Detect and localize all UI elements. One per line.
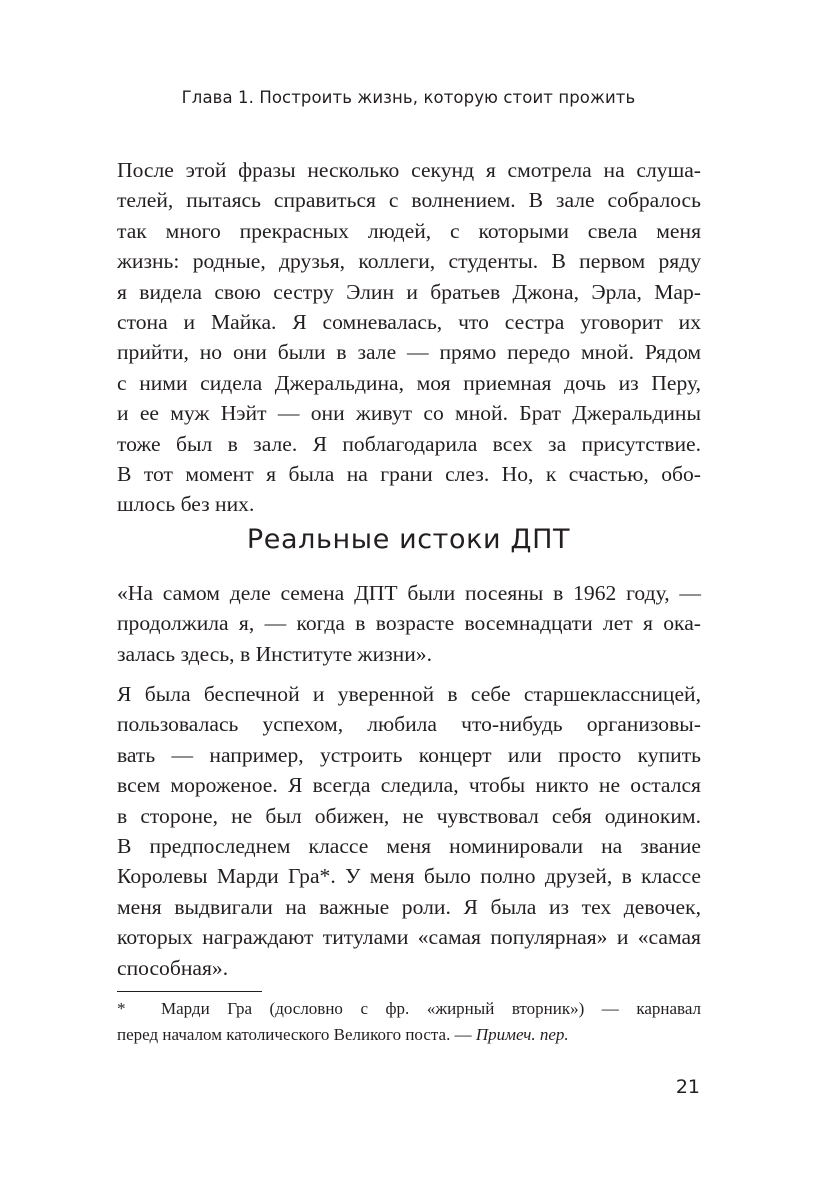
text-line: «На самом деле семена ДПТ были посеяны в 1962 году, — bbox=[117, 581, 701, 605]
text-line: шлось без них. bbox=[117, 492, 255, 517]
footnote bbox=[117, 996, 701, 1048]
footnote-divider bbox=[117, 991, 262, 992]
text-line: способная». bbox=[117, 955, 229, 980]
text-line: так много прекрасных людей, с которыми свела меня bbox=[117, 218, 701, 243]
text-line: жизнь: родные, друзья, коллеги, студенты. В первом ряду bbox=[117, 249, 701, 274]
text-line: и ее муж Нэйт — они живут со мной. Брат Джеральдины bbox=[117, 401, 701, 426]
text-line: продолжила я, — когда в возрасте восемнадцати лет я ока- bbox=[117, 611, 701, 636]
text-line: пользовалась успехом, любила что-нибудь организовы- bbox=[117, 712, 701, 737]
text-line: в стороне, не был обижен, не чувствовал себя одиноким. bbox=[117, 803, 701, 828]
text-line: меня выдвигали на важные роли. Я была из тех девочек, bbox=[117, 894, 701, 919]
text-line: я видела свою сестру Элин и братьев Джона, Эрла, Мар- bbox=[117, 279, 701, 304]
footnote-mark: * bbox=[117, 999, 126, 1018]
text-line: В предпоследнем классе меня номинировали на звание bbox=[117, 833, 701, 858]
text-line: После этой фразы несколько секунд я смотрела на слуша- bbox=[117, 158, 701, 182]
paragraph-2 bbox=[117, 578, 701, 669]
text-line: с ними сидела Джеральдина, моя приемная дочь из Перу, bbox=[117, 370, 701, 395]
text-line: Я была беспечной и уверенной в себе старшеклассницей, bbox=[117, 682, 701, 706]
section-heading: Реальные истоки ДПТ bbox=[246, 524, 571, 555]
footnote-line bbox=[117, 996, 701, 1022]
footnote-line bbox=[117, 1022, 701, 1048]
running-head: Глава 1. Построить жизнь, которую стоит прожить bbox=[181, 88, 636, 107]
page-number: 21 bbox=[675, 1076, 700, 1098]
text-line: прийти, но они были в зале — прямо передо мной. Рядом bbox=[117, 340, 701, 365]
paragraph-1 bbox=[117, 155, 701, 520]
text-line: всем мороженое. Я всегда следила, чтобы никто не остался bbox=[117, 773, 701, 798]
text-line: В тот момент я была на грани слез. Но, к счастью, обо- bbox=[117, 461, 701, 486]
text-line: тоже был в зале. Я поблагодарила всех за присутствие. bbox=[117, 431, 701, 456]
text-line: телей, пытаясь справиться с волнением. В зале собралось bbox=[117, 188, 701, 213]
text-line: Королевы Марди Гра*. У меня было полно друзей, в классе bbox=[117, 864, 701, 889]
footnote-text: перед началом католического Великого поста. — bbox=[117, 1025, 472, 1044]
text-line: стона и Майка. Я сомневалась, что сестра уговорит их bbox=[117, 309, 701, 334]
paragraph-3 bbox=[117, 679, 701, 983]
text-line: залась здесь, в Институте жизни». bbox=[117, 641, 432, 666]
text-line: вать — например, устроить концерт или просто купить bbox=[117, 742, 701, 767]
footnote-text: Марди Гра (дословно с фр. «жирный вторник») — карнавал bbox=[161, 999, 701, 1018]
text-line: которых награждают титулами «самая популярная» и «самая bbox=[117, 925, 701, 950]
translator-note: Примеч. пер. bbox=[475, 1025, 569, 1044]
